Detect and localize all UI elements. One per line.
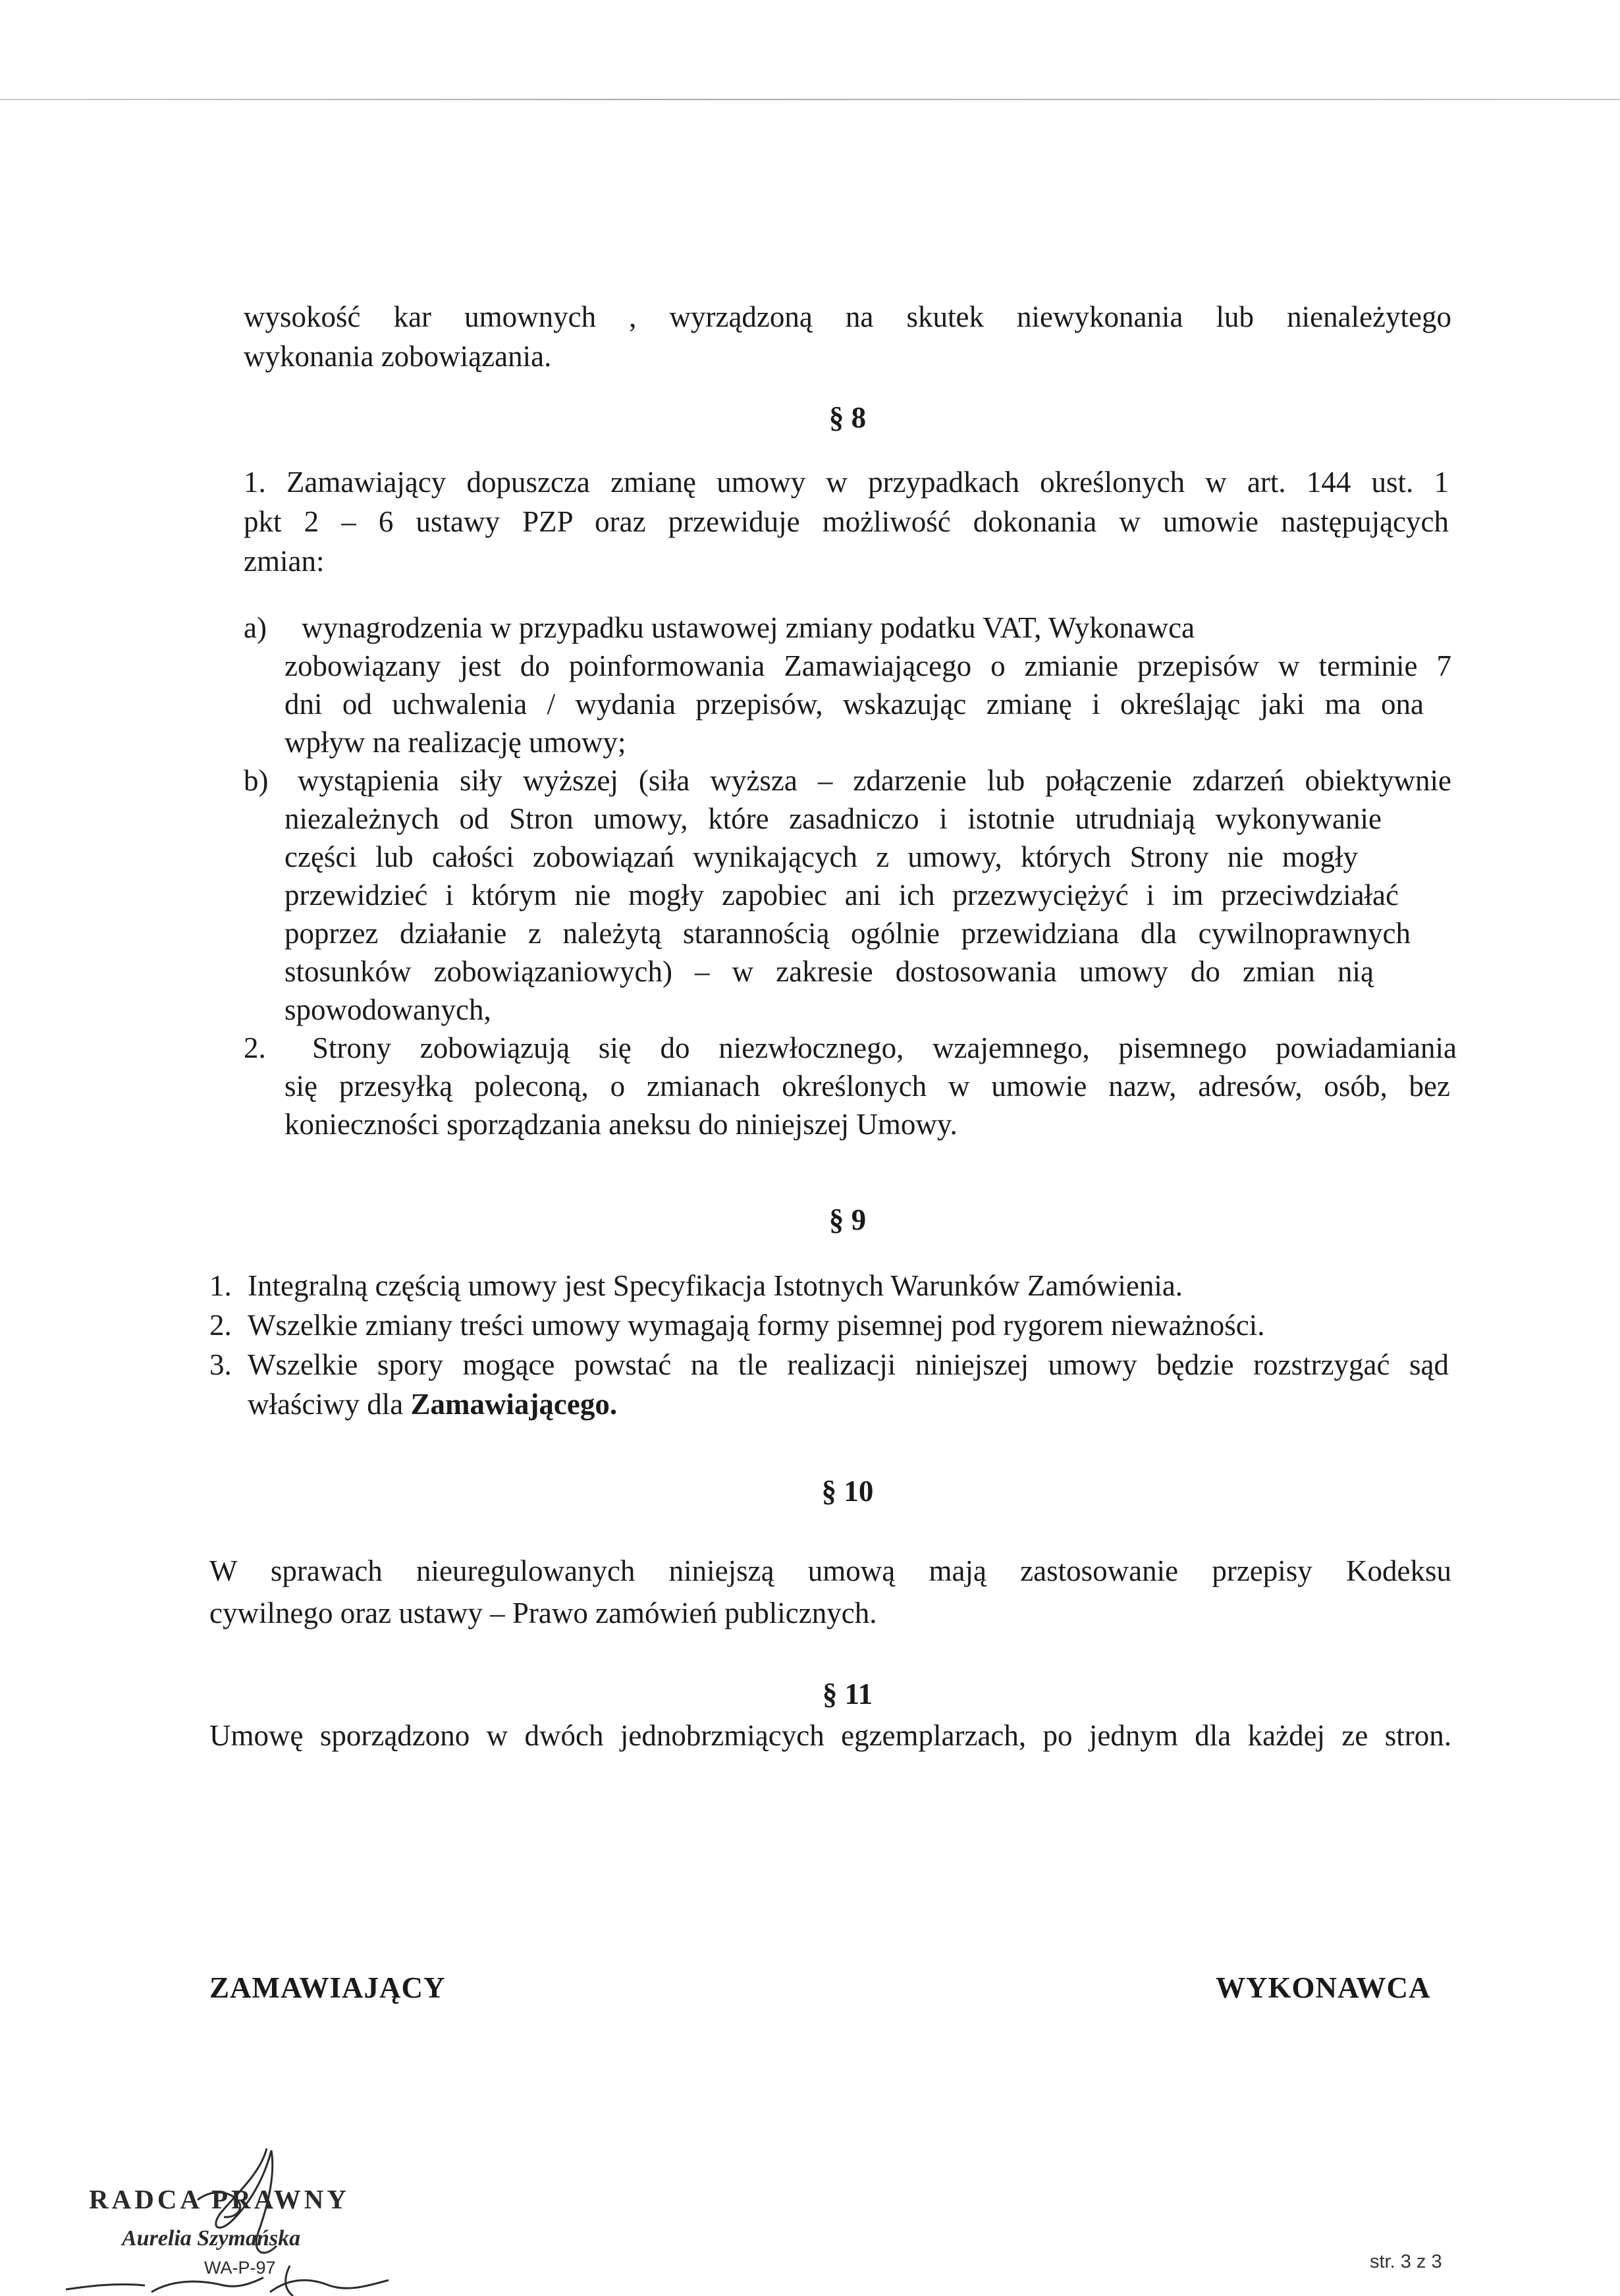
s8-a-line-2: zobowiązany jest do poinformowania Zamawiającego o zmianie przepisów w terminie 7 (284, 649, 1451, 682)
s9-item-3-text: Wszelkie spory mogące powstać na tle realizacji niniejszej umowy będzie rozstrzygać sąd (248, 1348, 1449, 1381)
s8-p2-line-2: się przesyłką poleconą, o zmianach określonych w umowie nazw, adresów, osób, bez (284, 1070, 1450, 1103)
s8-b-line-1: wystąpienia siły wyższej (siła wyższa – zdarzenie lub połączenie zdarzeń obiektywnie (298, 764, 1451, 797)
s8-a-line-3: dni od uchwalenia / wydania przepisów, wskazując zmianę i określając jaki ma ona (284, 688, 1424, 721)
section-11-heading: § 11 (822, 1678, 873, 1710)
s8-a-line-4: wpływ na realizację umowy; (284, 726, 626, 759)
intro-line-2: wykonania zobowiązania. (244, 340, 552, 373)
page-number: str. 3 z 3 (1370, 2251, 1442, 2272)
s10-line-1: W sprawach nieuregulowanych niniejszą umową mają zastosowanie przepisy Kodeksu (209, 1554, 1451, 1587)
s8-a-line-1: wynagrodzenia w przypadku ustawowej zmiany podatku VAT, Wykonawca (302, 611, 1195, 644)
section-8-heading: § 8 (828, 401, 867, 434)
signature-label-contracting-party: ZAMAWIAJĄCY (209, 1971, 446, 2004)
s8-p2-marker: 2. (244, 1031, 266, 1064)
s8-b-line-3: części lub całości zobowiązań wynikających z umowy, których Strony nie mogły (284, 840, 1358, 873)
s8-b-line-5: poprzez działanie z należytą starannością ogólnie przewidziana dla cywilnoprawnych (284, 917, 1411, 950)
section-10-heading: § 10 (821, 1475, 874, 1508)
section-9-heading: § 9 (828, 1203, 867, 1236)
intro-line-1: wysokość kar umownych , wyrządzoną na skutek niewykonania lub nienależytego (244, 300, 1451, 333)
s11-line-1: Umowę sporządzono w dwóch jednobrzmiących egzemplarzach, po jednym dla każdej ze stron. (209, 1719, 1451, 1752)
s8-b-line-7: spowodowanych, (284, 993, 491, 1026)
s9-item-2-number: 2. (209, 1309, 232, 1342)
s9-item-3-number: 3. (209, 1348, 232, 1381)
s9-item-1-text: Integralną częścią umowy jest Specyfikacja Istotnych Warunków Zamówienia. (248, 1269, 1183, 1302)
s8-p1-line-1: 1. Zamawiający dopuszcza zmianę umowy w przypadkach określonych w art. 144 ust. 1 (244, 466, 1449, 499)
signature-label-contractor: WYKONAWCA (1216, 1971, 1431, 2004)
s8-a-marker: a) (244, 611, 267, 644)
s9-item-1-number: 1. (209, 1269, 232, 1302)
stamp-name: Aurelia Szymańska (122, 2226, 301, 2251)
s8-b-marker: b) (244, 764, 269, 797)
s8-p1-line-2: pkt 2 – 6 ustawy PZP oraz przewiduje możliwość dokonania w umowie następujących (244, 505, 1449, 538)
s9-item-3-text2-bold: Zamawiającego. (410, 1388, 618, 1421)
s8-b-line-4: przewidzieć i którym nie mogły zapobiec ani ich przezwyciężyć i im przeciwdziałać (284, 879, 1399, 912)
s8-b-line-6: stosunków zobowiązaniowych) – w zakresie dostosowania umowy do zmian nią (284, 955, 1374, 988)
stamp-title: RADCA PRAWNY (89, 2184, 350, 2214)
s8-p2-line-1: Strony zobowiązują się do niezwłocznego, wzajemnego, pisemnego powiadamiania (312, 1031, 1457, 1064)
stamp-registration: WA-P-97 (204, 2258, 276, 2278)
s8-p2-line-3: konieczności sporządzania aneksu do niniejszej Umowy. (284, 1108, 958, 1141)
s10-line-2: cywilnego oraz ustawy – Prawo zamówień publicznych. (209, 1597, 877, 1629)
s9-item-3-text2-prefix: właściwy dla (248, 1388, 411, 1421)
s9-item-2-text: Wszelkie zmiany treści umowy wymagają formy pisemnej pod rygorem nieważności. (248, 1309, 1265, 1342)
s8-p1-line-3: zmian: (244, 545, 325, 578)
s8-b-line-2: niezależnych od Stron umowy, które zasadniczo i istotnie utrudniają wykonywanie (284, 802, 1382, 835)
